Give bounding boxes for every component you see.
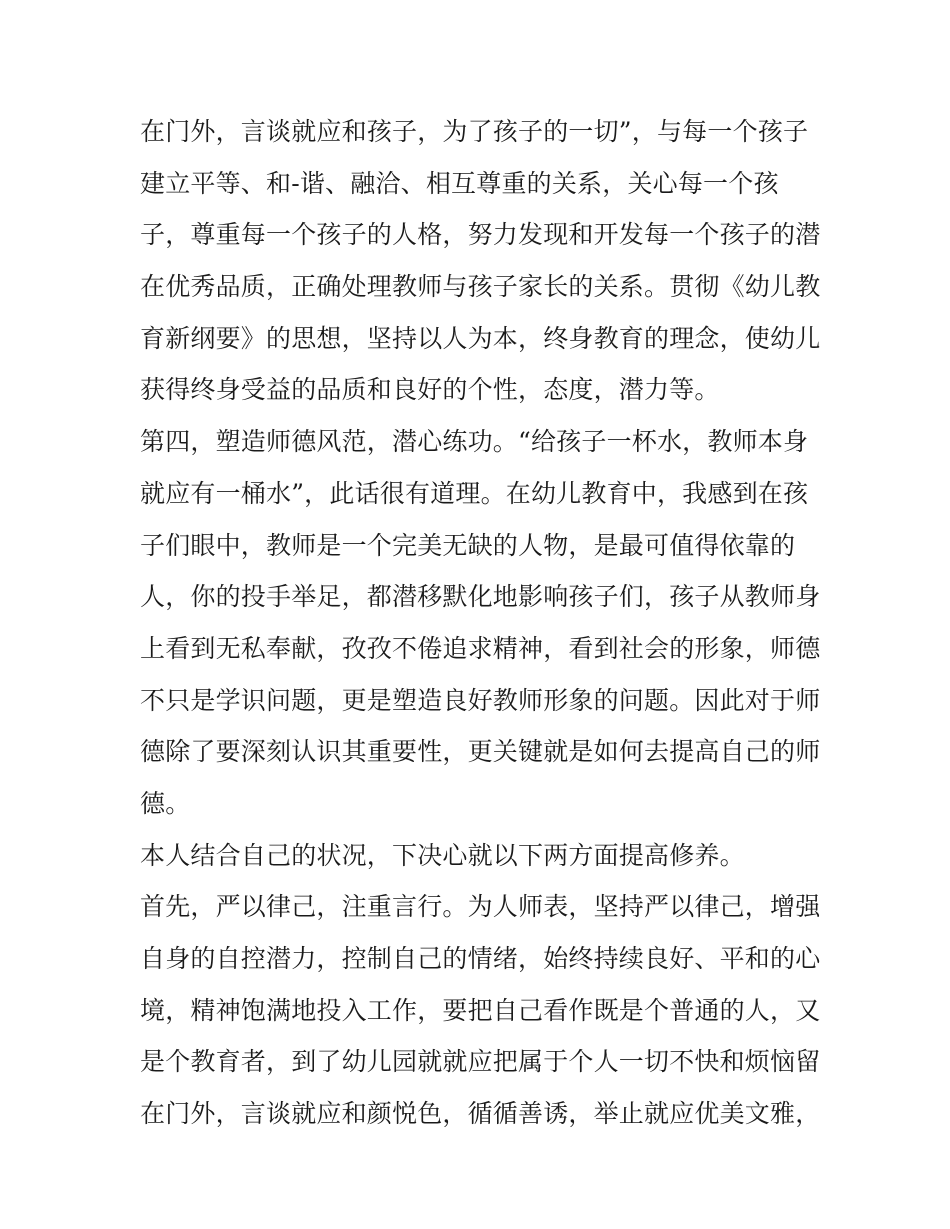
text-line: 育新纲要》的思想，坚持以人为本，终身教育的理念，使幼儿 — [140, 323, 821, 353]
text-line: 本人结合自己的状况，下决心就以下两方面提高修养。 — [140, 840, 745, 870]
text-line: 在门外，言谈就应和孩子，为了孩子的一切”，与每一个孩子 — [140, 117, 809, 146]
text-line: 上看到无私奉献，孜孜不倦追求精神，看到社会的形象，师德 — [140, 633, 821, 663]
text-line: 德。 — [140, 788, 191, 818]
text-line: 第四，塑造师德风范，潜心练功。“给孩子一杯水，教师本身 — [140, 427, 809, 457]
text-line: 就应有一桶水”，此话很有道理。在幼儿教育中，我感到在孩 — [140, 478, 809, 508]
text-line: 是个教育者，到了幼儿园就就应把属于个人一切不快和烦恼留 — [140, 1047, 821, 1077]
text-line: 建立平等、和-谐、融洽、相互尊重的关系，关心每一个孩 — [140, 168, 779, 198]
text-line: 人，你的投手举足，都潜移默化地影响孩子们，孩子从教师身 — [140, 582, 821, 612]
text-line: 子们眼中，教师是一个完美无缺的人物，是最可值得依靠的 — [140, 530, 796, 560]
text-line: 获得终身受益的品质和良好的个性，态度，潜力等。 — [140, 375, 720, 405]
text-line: 自身的自控潜力，控制自己的情绪，始终持续良好、平和的心 — [140, 944, 821, 973]
text-line: 不只是学识问题，更是塑造良好教师形象的问题。因此对于师 — [140, 685, 821, 715]
body-text — [140, 106, 820, 1140]
text-line: 子，尊重每一个孩子的人格，努力发现和开发每一个孩子的潜 — [140, 220, 821, 250]
text-line: 首先，严以律己，注重言行。为人师表，坚持严以律己，增强 — [140, 892, 821, 922]
text-line: 在优秀品质，正确处理教师与孩子家长的关系。贯彻《幼儿教 — [140, 272, 821, 302]
text-line: 德除了要深刻认识其重要性，更关键就是如何去提高自己的师 — [140, 737, 821, 767]
text-line: 在门外，言谈就应和颜悦色，循循善诱，举止就应优美文雅， — [140, 1099, 821, 1129]
text-line: 境，精神饱满地投入工作，要把自己看作既是个普通的人，又 — [140, 995, 821, 1025]
